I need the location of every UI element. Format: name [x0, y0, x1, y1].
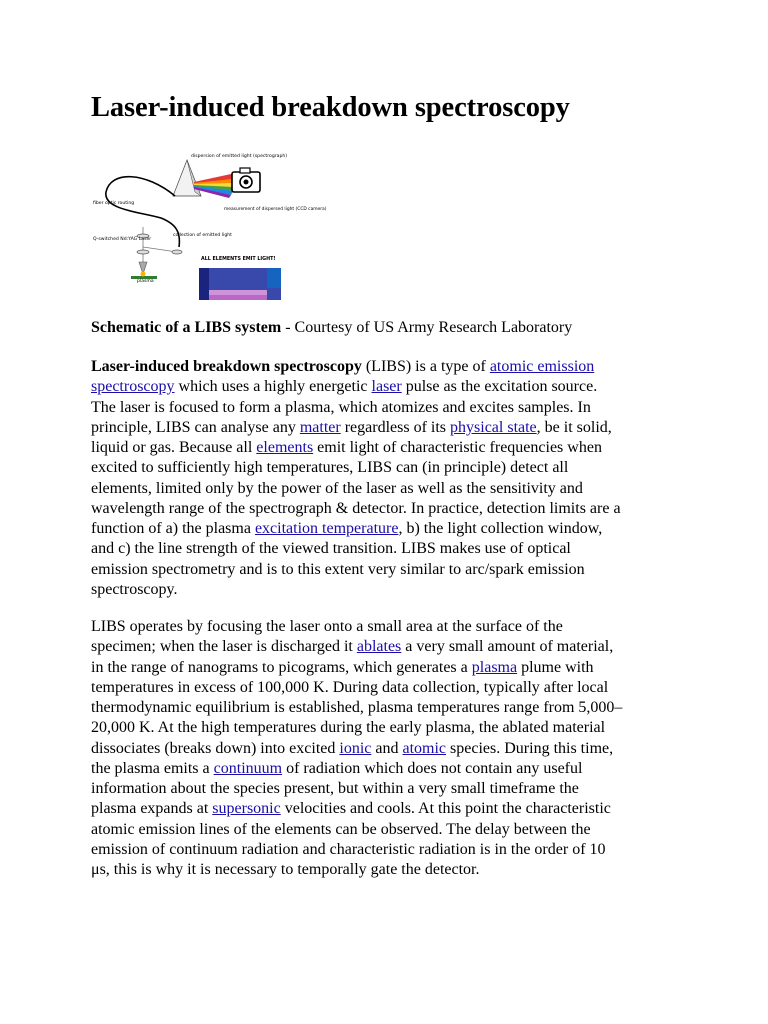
text: , be it solid,	[536, 418, 612, 436]
text: and	[371, 739, 403, 757]
link-laser[interactable]: laser	[371, 378, 402, 396]
text: in the range of nanograms to picograms, which generates a	[91, 658, 472, 676]
text: (LIBS) is a type of	[361, 358, 490, 375]
text-line: 20,000 K. At the high temperatures during the early plasma, the ablated material	[91, 719, 606, 737]
text: velocities and cools. At this point the characteristic	[280, 800, 611, 818]
link-atomic-emission-spectroscopy[interactable]: atomic emission	[489, 358, 595, 375]
link-excitation-temperature[interactable]: excitation temperature	[254, 520, 399, 537]
text-line: temperatures in excess of 100,000 K. During data collection, typically after local	[91, 678, 609, 696]
page-title: Laser-induced breakdown spectroscopy	[91, 92, 570, 123]
text: of radiation which does not contain any useful	[282, 759, 583, 777]
text: plasma expands at	[91, 800, 213, 818]
paragraph-intro	[91, 357, 676, 600]
link-ablates[interactable]: ablates	[356, 638, 402, 656]
text-line: and c) the line strength of the viewed transition. LIBS makes use of optical	[91, 540, 571, 558]
link-continuum[interactable]: continuum	[213, 759, 283, 777]
paragraph-operation	[91, 617, 676, 880]
link-atomic[interactable]: atomic	[402, 739, 447, 757]
text: specimen; when the laser is discharged it	[91, 638, 357, 656]
camera-icon	[232, 168, 260, 192]
text: , b) the light collection window,	[398, 520, 603, 537]
figure-label-fiber: fiber optic routing	[93, 201, 135, 206]
link-plasma[interactable]: plasma	[471, 658, 518, 676]
text-line: μs, this is why it is necessary to temporally gate the detector.	[91, 861, 480, 878]
text: dissociates (breaks down) into excited	[91, 739, 340, 757]
text-line: information about the species present, but within a very small timeframe the	[91, 780, 579, 797]
text: regardless of its	[340, 418, 451, 436]
figure-label-measurement: measurement of dispersed light (CCD camera)	[224, 207, 327, 212]
figure-label-laser: Q-switched Nd:YAG Laser	[93, 237, 152, 242]
figure-label-elements: ALL ELEMENTS EMIT LIGHT!	[201, 257, 276, 262]
text: liquid or gas. Because all	[91, 439, 257, 456]
text: principle, LIBS can analyse any	[91, 418, 300, 436]
text: the plasma emits a	[91, 759, 214, 777]
text-line: emission spectrometry and is to this extent very similar to arc/spark emission	[91, 560, 585, 578]
text: which uses a highly energetic	[174, 378, 372, 396]
link-elements[interactable]: elements	[256, 439, 314, 456]
periodic-table-icon	[199, 268, 281, 300]
libs-schematic-figure	[91, 152, 327, 302]
text-line: emission of continuum radiation and characteristic radiation is in the order of 10	[91, 840, 606, 858]
caption-credit: - Courtesy of US Army Research Laboratory	[281, 319, 573, 336]
caption-bold: Schematic of a LIBS system	[91, 319, 282, 336]
text-line: The laser is focused to form a plasma, which atomizes and excites samples. In	[91, 398, 591, 416]
text-line: spectroscopy.	[91, 580, 178, 598]
figure-label-plasma: plasma	[137, 279, 154, 284]
link-supersonic[interactable]: supersonic	[212, 800, 281, 818]
link-ionic[interactable]: ionic	[339, 739, 372, 757]
figure-label-collection: collection of emitted light	[173, 233, 232, 238]
text-line: excited to sufficiently high temperatures, LIBS can (in principle) detect all	[91, 459, 569, 477]
text: plume with	[517, 658, 594, 676]
text: emit light of characteristic frequencies when	[313, 439, 602, 456]
link-matter[interactable]: matter	[299, 418, 341, 436]
term-libs: Laser-induced breakdown spectroscopy	[91, 358, 362, 375]
text: pulse as the excitation source.	[401, 378, 598, 396]
link-physical-state[interactable]: physical state	[450, 418, 537, 436]
text-line: atomic emission lines of the elements can be observed. The delay between the	[91, 820, 591, 838]
text: species. During this time,	[446, 739, 614, 757]
figure-caption	[91, 318, 572, 338]
text-line: wavelength range of the spectrograph & detector. In practice, detection limits are a	[91, 499, 621, 517]
text: function of a) the plasma	[91, 520, 255, 537]
text-line: LIBS operates by focusing the laser onto a small area at the surface of the	[91, 618, 563, 635]
text-line: elements, limited only by the power of the laser as well as the sensitivity and	[91, 479, 583, 497]
link-atomic-emission-spectroscopy-cont[interactable]: spectroscopy	[91, 378, 175, 396]
text-line: thermodynamic equilibrium is established, plasma temperatures range from 5,000–	[91, 699, 623, 716]
figure-label-dispersion: dispersion of emitted light (spectrograph)	[191, 154, 288, 159]
text: a very small amount of material,	[401, 638, 614, 656]
